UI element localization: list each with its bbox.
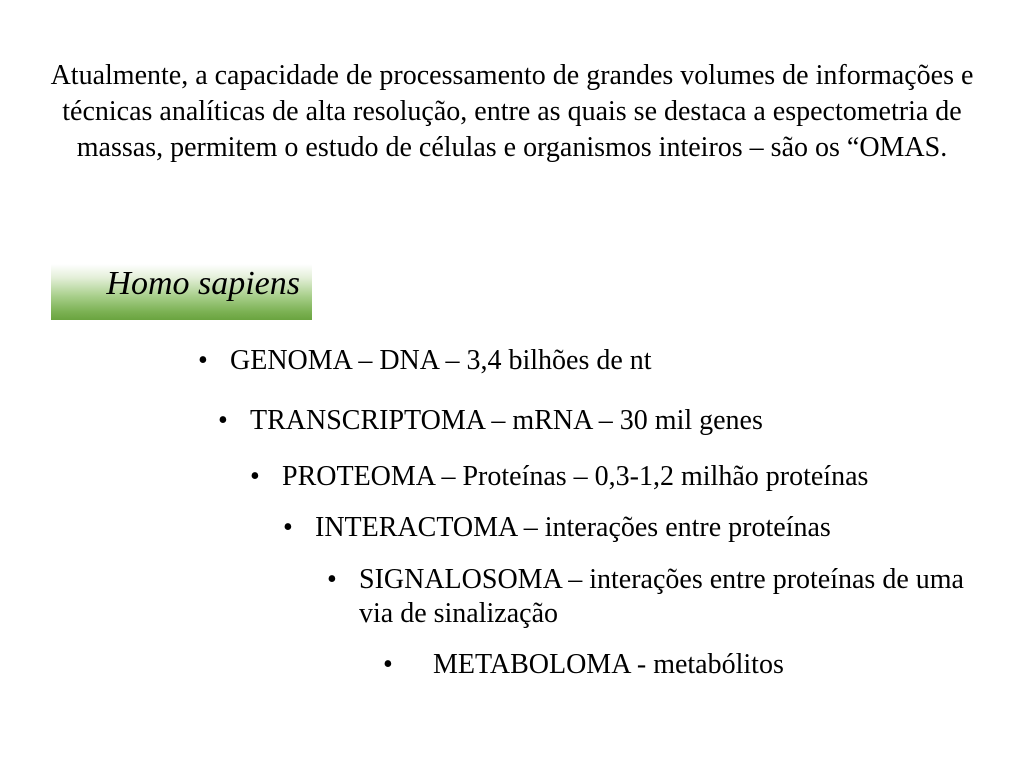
bullet-icon: • — [383, 649, 393, 680]
bullet-icon: • — [283, 512, 293, 543]
bullet-icon: • — [218, 405, 228, 436]
bullet-icon: • — [250, 461, 260, 492]
list-item-text: INTERACTOMA – interações entre proteínas — [315, 512, 831, 543]
list-item-text: METABOLOMA - metabólitos — [433, 649, 784, 680]
list-item-interactoma — [283, 511, 831, 545]
bullet-icon: • — [327, 564, 337, 595]
species-banner — [51, 252, 312, 320]
list-item-signalosoma — [327, 563, 999, 631]
species-label: Homo sapiens — [106, 265, 300, 302]
list-item-text: PROTEOMA – Proteínas – 0,3-1,2 milhão proteínas — [282, 461, 869, 492]
bullet-icon: • — [198, 345, 208, 376]
list-item-text: SIGNALOSOMA – interações entre proteínas de uma via de sinalização — [359, 564, 964, 629]
intro-paragraph: Atualmente, a capacidade de processamento de grandes volumes de informações e técnicas analíticas de alta resolução, entre as quais se destaca a espectometria de massas, permitem o estudo de células e organismos inteiros – são os “OMAS. — [50, 60, 974, 163]
list-item-metaboloma — [383, 648, 784, 682]
list-item-genoma — [198, 344, 652, 378]
list-item-proteoma — [250, 460, 868, 494]
list-item-text: TRANSCRIPTOMA – mRNA – 30 mil genes — [250, 405, 763, 436]
list-item-text: GENOMA – DNA – 3,4 bilhões de nt — [230, 345, 652, 376]
list-item-transcriptoma — [218, 404, 763, 438]
